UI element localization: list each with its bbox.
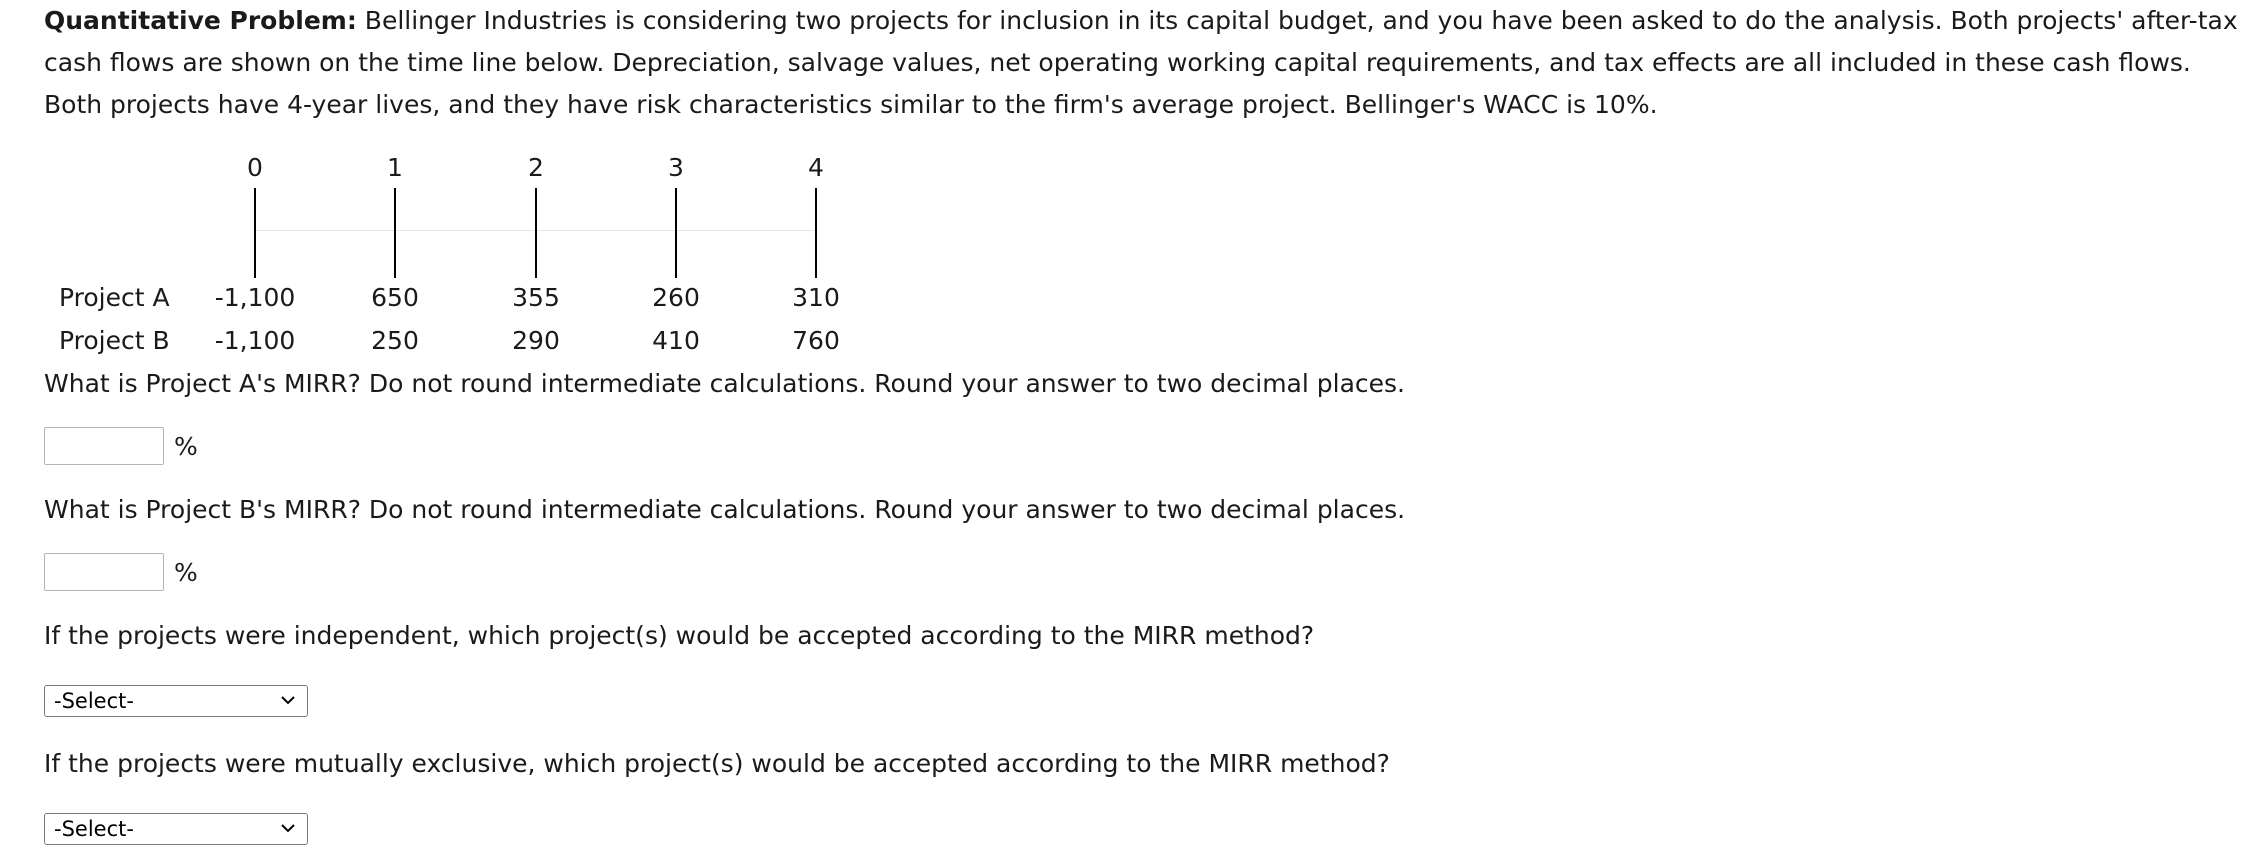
project-a-cash-flow-0: -1,100 (214, 283, 296, 312)
independent-select-value: -Select- (54, 689, 134, 713)
question-mirr-a: What is Project A's MIRR? Do not round intermediate calculations. Round your answer to two decimal places. (44, 369, 1405, 398)
mirr-a-input[interactable] (44, 427, 164, 465)
period-tick-4 (815, 188, 817, 278)
project-a-cash-flow-3: 260 (652, 283, 700, 312)
problem-lead: Quantitative Problem: (44, 6, 357, 35)
period-tick-0 (254, 188, 256, 278)
chevron-down-icon (279, 691, 297, 709)
mutually-exclusive-select[interactable] (44, 813, 308, 845)
question-mirr-b: What is Project B's MIRR? Do not round intermediate calculations. Round your answer to two decimal places. (44, 495, 1406, 524)
project-b-label: Project B (59, 326, 170, 355)
period-label-3: 3 (668, 153, 684, 182)
cash-flow-timeline (0, 0, 2261, 370)
period-label-1: 1 (387, 153, 403, 182)
period-label-4: 4 (808, 153, 824, 182)
mutually-exclusive-select-value: -Select- (54, 817, 134, 841)
project-a-cash-flow-4: 310 (792, 283, 840, 312)
question-mutually-exclusive: If the projects were mutually exclusive, which project(s) would be accepted according to the MIRR method? (44, 749, 1390, 778)
period-tick-3 (675, 188, 677, 278)
period-tick-1 (394, 188, 396, 278)
project-b-cash-flow-3: 410 (652, 326, 700, 355)
mirr-b-input[interactable] (44, 553, 164, 591)
problem-text: Bellinger Industries is considering two projects for inclusion in its capital budget, and you have been asked to do the analysis. Both projects' after-tax cash flows are shown on the time line below. Depreciation, salvage values, net operating working capital requirements, and tax effects are all included in these cash flows. Both projects have 4-year lives, and they have risk characteristics similar to the firm's average project. Bellinger's WACC is 10%. (44, 6, 2238, 119)
mirr-b-percent-unit: % (174, 558, 198, 587)
period-tick-2 (535, 188, 537, 278)
project-b-cash-flow-0: -1,100 (214, 326, 296, 355)
question-independent: If the projects were independent, which project(s) would be accepted according to the MIRR method? (44, 621, 1315, 650)
project-a-cash-flow-2: 355 (512, 283, 560, 312)
project-a-label: Project A (59, 283, 170, 312)
mirr-a-percent-unit: % (174, 432, 198, 461)
project-a-cash-flow-1: 650 (371, 283, 419, 312)
period-label-0: 0 (247, 153, 263, 182)
project-b-cash-flow-2: 290 (512, 326, 560, 355)
independent-select[interactable] (44, 685, 308, 717)
period-label-2: 2 (528, 153, 544, 182)
project-b-cash-flow-4: 760 (792, 326, 840, 355)
chevron-down-icon (279, 819, 297, 837)
project-b-cash-flow-1: 250 (371, 326, 419, 355)
